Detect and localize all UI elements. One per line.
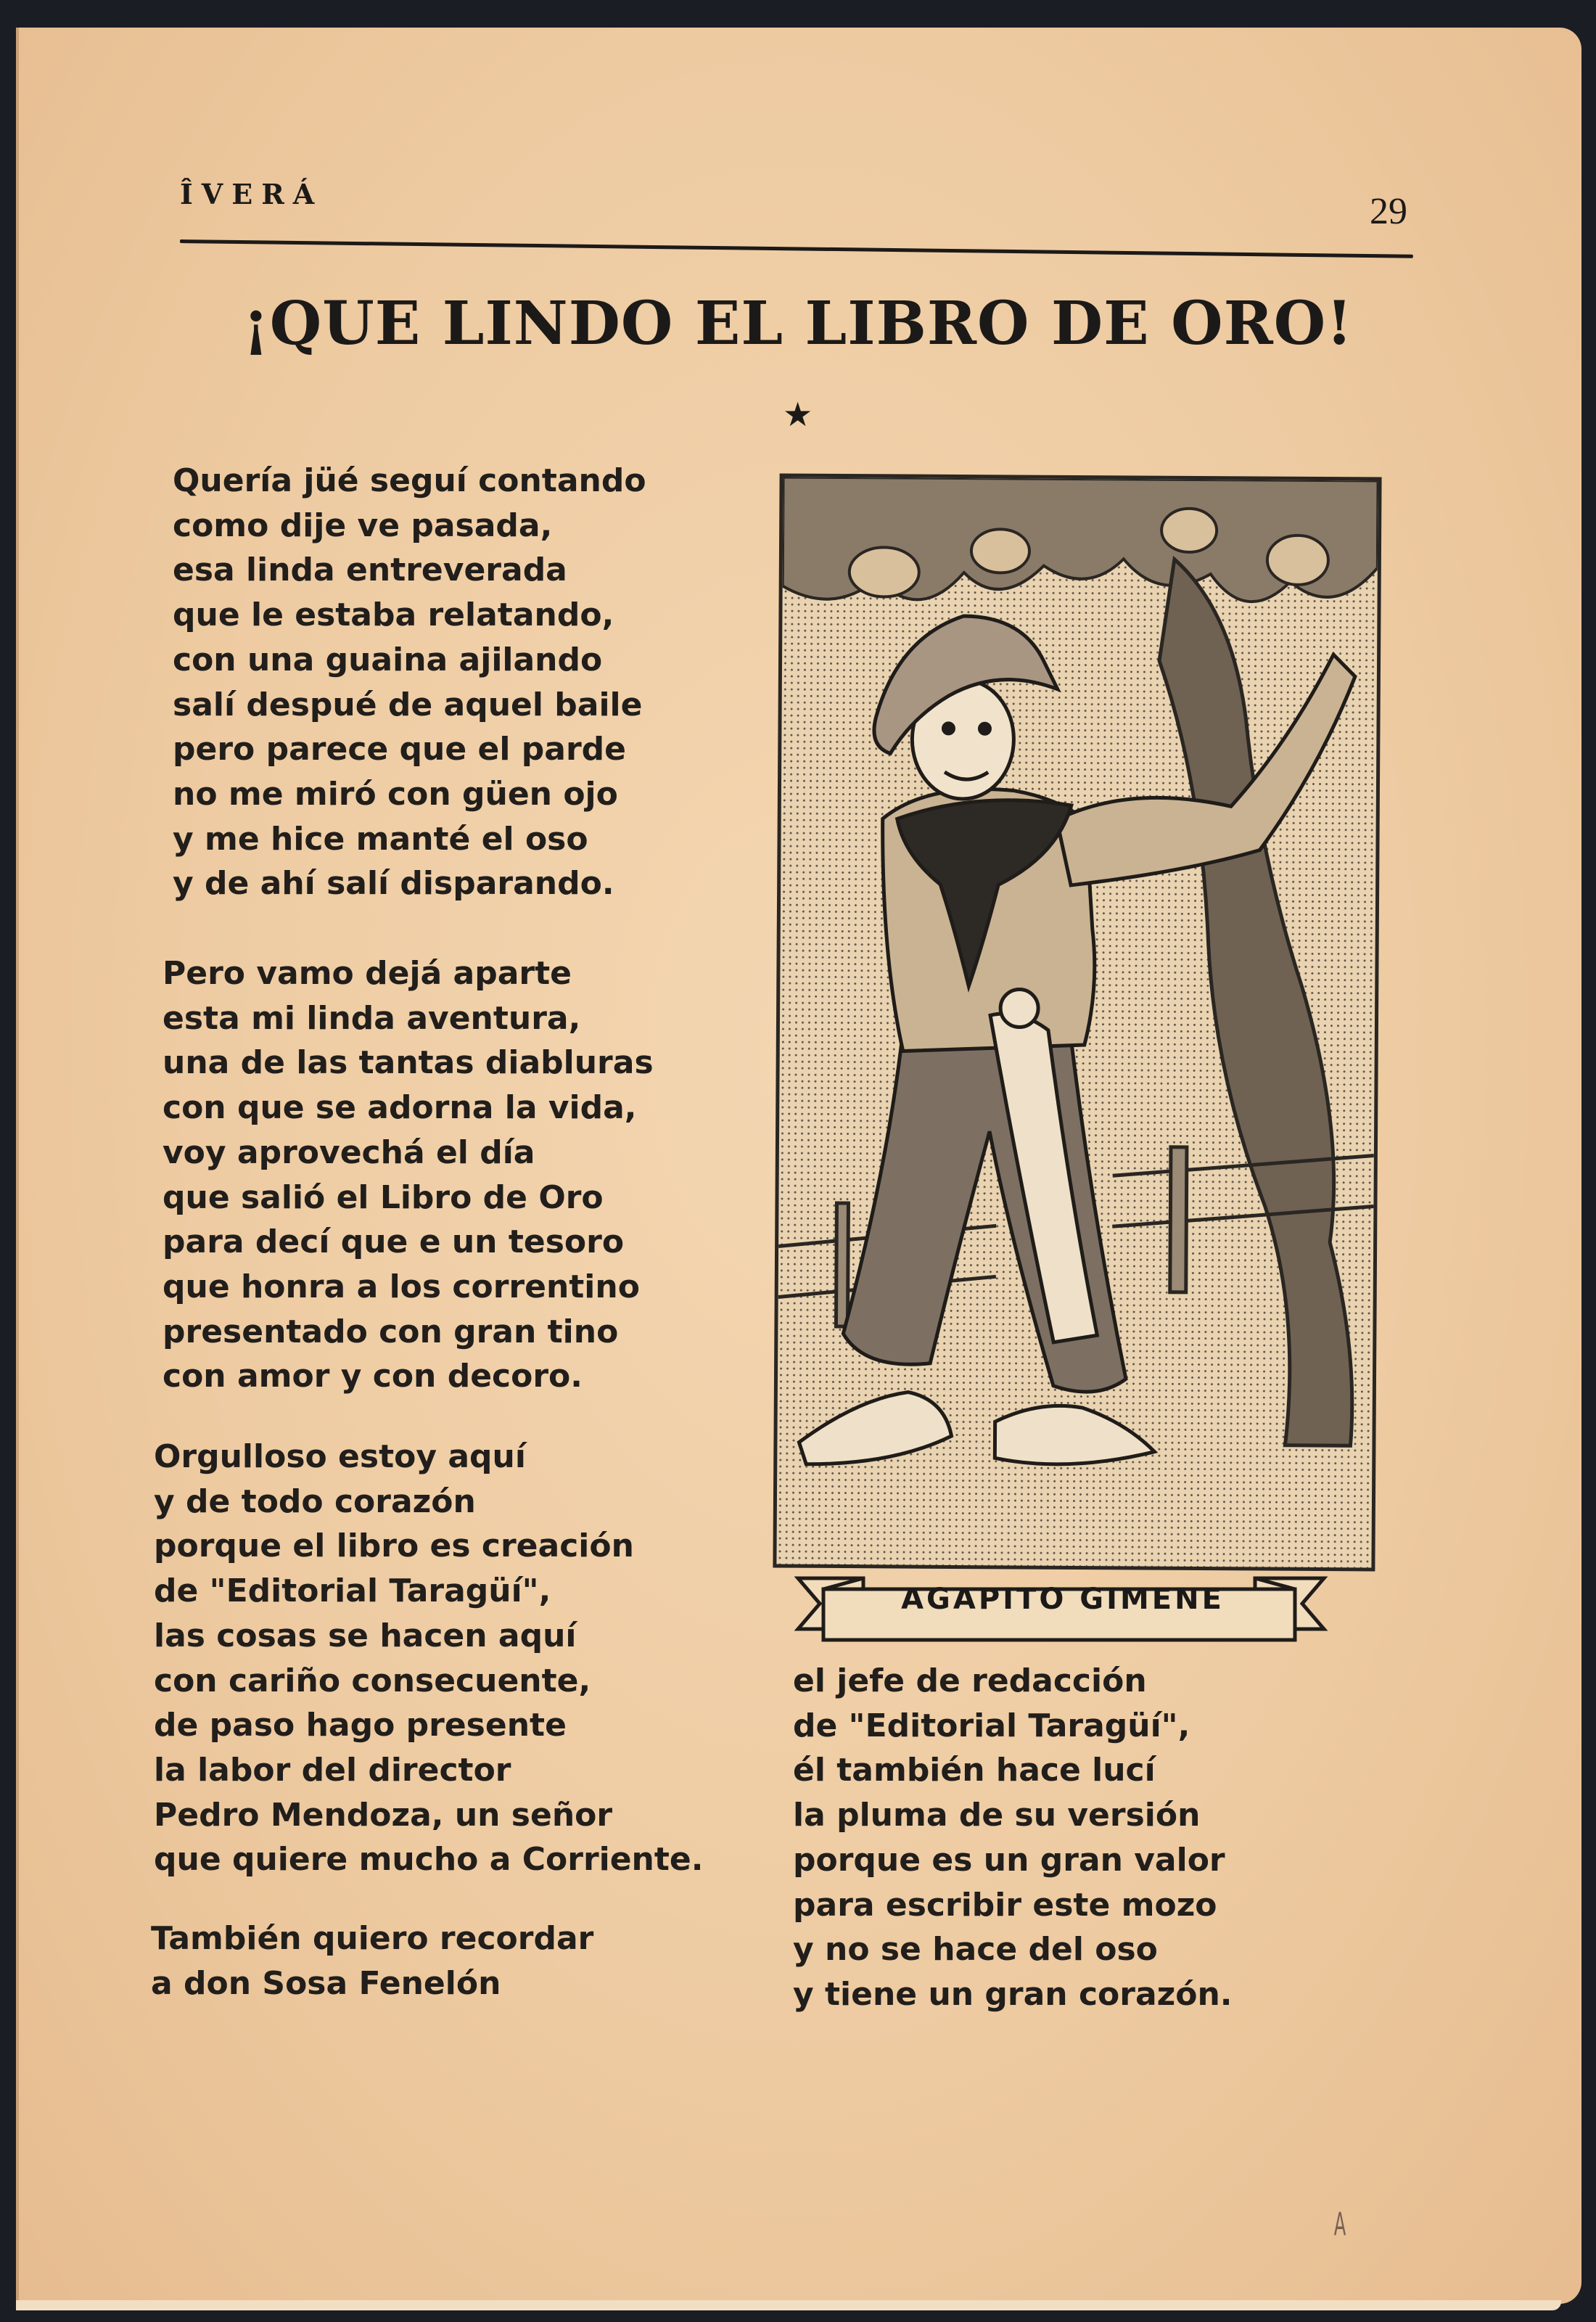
verse-line: una de las tantas diabluras [163, 1044, 654, 1082]
gaucho-illustration [773, 473, 1381, 1571]
verse-line: pero parece que el parde [173, 731, 627, 768]
page-number: 29 [1370, 191, 1407, 232]
illustration-drawing [776, 477, 1378, 1568]
verse-line: que salió el Libro de Oro [163, 1178, 604, 1216]
verse-line: que le estaba relatando, [173, 596, 614, 634]
verse-line: porque el libro es creación [154, 1527, 634, 1565]
verse-line: esta mi linda aventura, [163, 999, 581, 1037]
stanza [173, 459, 646, 906]
verse-line: voy aprovechá el día [163, 1133, 535, 1171]
page-bottom-edge [16, 2300, 1561, 2310]
stanza [793, 1659, 1233, 2017]
verse-line: a don Sosa Fenelón [151, 1964, 501, 2002]
illustration-caption: AGAPITO GIMENE [901, 1583, 1225, 1616]
verse-line: de "Editorial Taragüí", [154, 1572, 551, 1610]
verse-line: y de todo corazón [154, 1482, 476, 1520]
verse-line: con amor y con decoro. [163, 1358, 583, 1395]
star-ornament-icon: ★ [783, 395, 813, 434]
verse-line: También quiero recordar [151, 1920, 594, 1957]
verse-line: y de ahí salí disparando. [173, 865, 614, 903]
verse-line: salí despué de aquel baile [173, 686, 643, 723]
verse-line: con que se adorna la vida, [163, 1089, 637, 1127]
verse-line: para escribir este mozo [793, 1886, 1217, 1924]
stanza [154, 1435, 703, 1882]
verse-line: Orgulloso estoy aquí [154, 1438, 526, 1475]
verse-line: de paso hago presente [154, 1707, 567, 1744]
verse-line: las cosas se hacen aquí [154, 1617, 577, 1654]
verse-line: Pedro Mendoza, un señor [154, 1796, 613, 1834]
pencil-margin-note: A [1333, 2206, 1346, 2243]
page-gutter [16, 28, 19, 2304]
verse-line: para decí que e un tesoro [163, 1223, 625, 1261]
verse-line: Quería jüé seguí contando [173, 462, 646, 499]
stanza [151, 1916, 593, 2006]
verse-line: esa linda entreverada [173, 551, 567, 589]
verse-line: él también hace lucí [793, 1752, 1156, 1789]
verse-line: la pluma de su versión [793, 1797, 1201, 1834]
verse-line: con una guaina ajilando [173, 641, 603, 678]
verse-line: como dije ve pasada, [173, 506, 553, 544]
verse-line: de "Editorial Taragüí", [793, 1707, 1190, 1744]
tree-canopy [783, 477, 1378, 603]
verse-line: no me miró con güen ojo [173, 775, 618, 813]
verse-line: presentado con gran tino [163, 1313, 619, 1350]
poem-title: ¡QUE LINDO EL LIBRO DE ORO! [242, 289, 1354, 358]
verse-line: la labor del director [154, 1751, 511, 1789]
running-title: ÎVERÁ [180, 178, 324, 210]
verse-line: con cariño consecuente, [154, 1662, 591, 1699]
verse-line: y no se hace del oso [793, 1931, 1158, 1969]
verse-line: porque es un gran valor [793, 1841, 1225, 1879]
verse-line: que honra a los correntino [163, 1268, 640, 1305]
verse-line: Pero vamo dejá aparte [163, 955, 572, 992]
verse-line: que quiere mucho a Corriente. [154, 1841, 704, 1879]
verse-line: y tiene un gran corazón. [793, 1975, 1233, 2013]
verse-line: y me hice manté el oso [173, 820, 588, 858]
stanza [163, 951, 654, 1399]
verse-line: el jefe de redacción [793, 1662, 1147, 1699]
